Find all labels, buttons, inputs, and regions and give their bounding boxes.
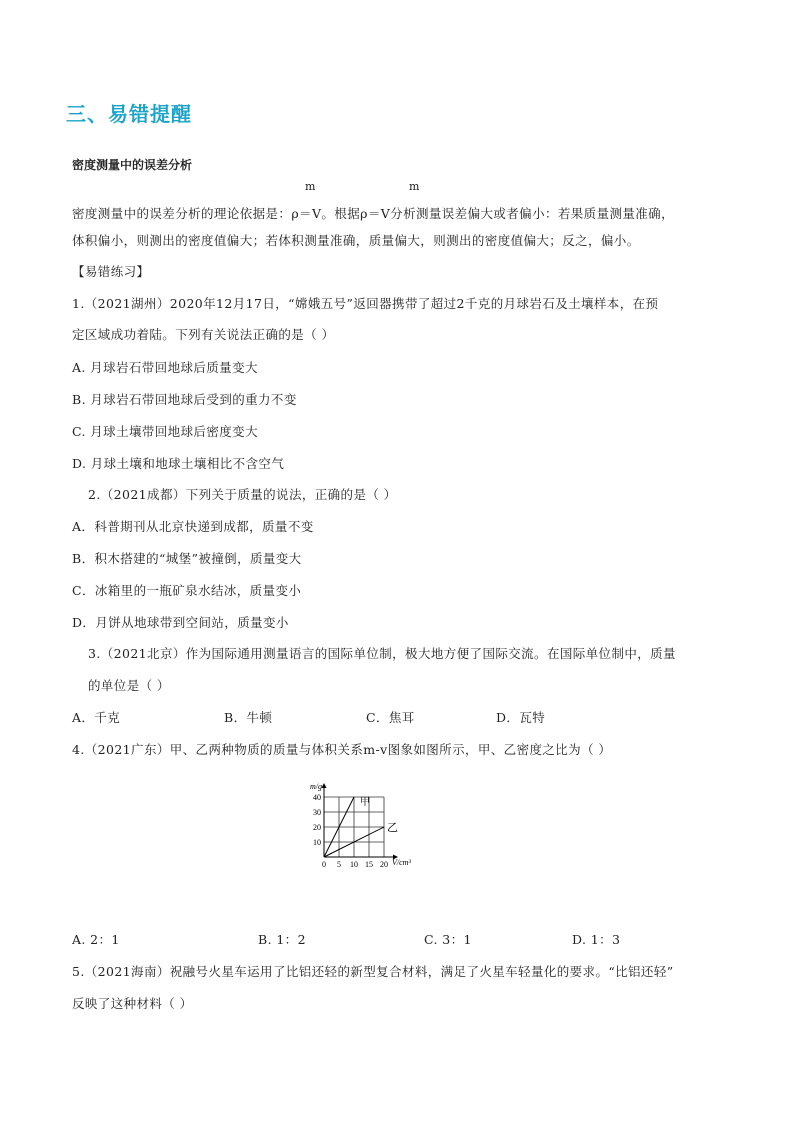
x-tick-label: 5: [337, 860, 341, 869]
question-4-stem: 4.（2021广东）甲、乙两种物质的质量与体积关系m-v图象如图所示，甲、乙密度之比为（ ）: [72, 742, 612, 757]
question-3-option-c: C．焦耳: [366, 710, 415, 725]
x-tick-label: 10: [350, 860, 358, 869]
formula-numerator: m: [409, 180, 420, 193]
question-4-option-b: B. 1：2: [258, 932, 306, 947]
question-1-stem: 定区域成功着陆。下列有关说法正确的是（ ）: [72, 327, 335, 342]
question-3-option-a: A．千克: [72, 710, 121, 725]
section-title: 三、易错提醒: [66, 102, 192, 126]
y-axis-label: m/g: [310, 782, 322, 791]
x-tick-label: 0: [322, 860, 326, 869]
x-tick-label: 20: [380, 860, 388, 869]
question-2-option-a: A．科普期刊从北京快递到成都，质量不变: [72, 519, 314, 534]
question-4-option-c: C. 3：1: [424, 932, 472, 947]
question-1-stem: 1.（2021湖州）2020年12月17日，“嫦娥五号”返回器携带了超过2千克的月球岩石及土壤样本，在预: [72, 296, 659, 311]
series-label: 乙: [387, 822, 398, 834]
theory-line-2: 体积偏小，则测出的密度值偏大；若体积测量准确，质量偏大，则测出的密度值偏大；反之，偏小。: [72, 233, 640, 248]
chart-grid: [324, 797, 384, 857]
question-5-stem: 5.（2021海南）祝融号火星车运用了比铝还轻的新型复合材料，满足了火星车轻量化的要求。“比铝还轻”: [72, 964, 674, 979]
question-3-option-d: D．瓦特: [496, 710, 546, 725]
question-3-option-b: B．牛顿: [224, 710, 273, 725]
series-label: 甲: [360, 797, 370, 808]
mass-volume-chart: [300, 765, 420, 873]
question-2-option-d: D．月饼从地球带到空间站，质量变小: [72, 615, 289, 630]
density-formula: ρ＝V: [291, 206, 322, 221]
y-axis-arrow: [322, 783, 327, 788]
question-1-option-b: B. 月球岩石带回地球后受到的重力不变: [72, 392, 297, 407]
question-5-stem: 反映了这种材料（ ）: [72, 996, 193, 1011]
x-axis-label: V/cm³: [392, 858, 411, 867]
y-tick-label: 20: [313, 823, 321, 832]
x-tick-label: 15: [365, 860, 373, 869]
theory-line-1: 密度测量中的误差分析的理论依据是：ρ＝V。根据ρ＝V分析测量误差偏大或者偏小：若果质量测量准确，: [72, 206, 674, 221]
practice-heading: 【易错练习】: [72, 264, 150, 279]
y-tick-label: 40: [313, 793, 321, 802]
density-formula: ρ＝V: [360, 206, 391, 221]
formula-numerator: m: [305, 180, 316, 193]
question-4-option-d: D. 1：3: [572, 932, 621, 947]
question-1-option-c: C. 月球土壤带回地球后密度变大: [72, 424, 258, 439]
question-2-stem: 2.（2021成都）下列关于质量的说法，正确的是（ ）: [88, 487, 397, 502]
question-4-option-a: A. 2：1: [72, 932, 120, 947]
question-3-stem: 3.（2021北京）作为国际通用测量语言的国际单位制，极大地方便了国际交流。在国际单位制中，质量: [88, 646, 676, 661]
question-2-option-c: C．冰箱里的一瓶矿泉水结冰，质量变小: [72, 583, 302, 598]
question-1-option-a: A. 月球岩石带回地球后质量变大: [72, 360, 258, 375]
subsection-title: 密度测量中的误差分析: [72, 158, 193, 172]
question-1-option-d: D. 月球土壤和地球土壤相比不含空气: [72, 456, 285, 471]
question-3-stem: 的单位是（ ）: [88, 678, 170, 693]
y-tick-label: 10: [313, 838, 321, 847]
question-2-option-b: B．积木搭建的“城堡”被撞倒，质量变大: [72, 551, 302, 566]
y-tick-label: 30: [313, 808, 321, 817]
